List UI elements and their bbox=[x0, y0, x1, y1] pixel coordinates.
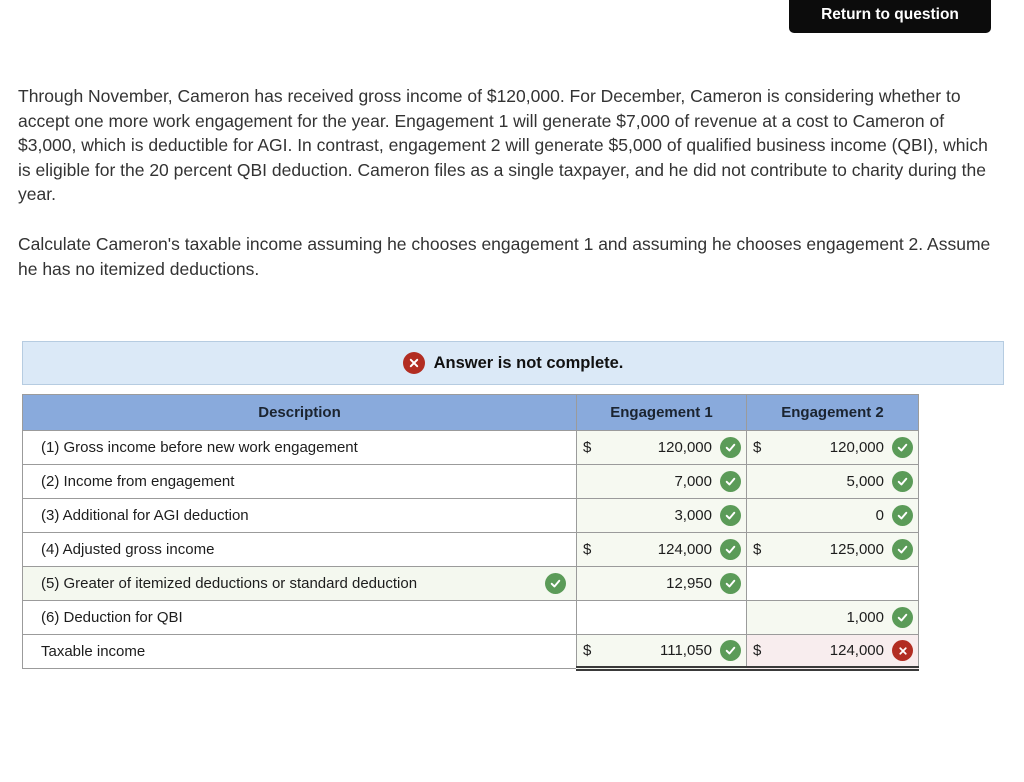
cell-value: 3,000 bbox=[674, 507, 712, 524]
engagement1-value-cell bbox=[577, 567, 747, 601]
engagement2-value-cell bbox=[747, 465, 919, 499]
cell-value: 120,000 bbox=[657, 439, 712, 456]
table-row bbox=[23, 499, 919, 533]
check-icon bbox=[720, 505, 741, 526]
check-icon bbox=[720, 539, 741, 560]
row-description: (4) Adjusted gross income bbox=[23, 533, 577, 567]
check-icon bbox=[720, 437, 741, 458]
engagement2-value-cell bbox=[747, 635, 919, 669]
row-description: (3) Additional for AGI deduction bbox=[23, 499, 577, 533]
column-header-engagement-1: Engagement 1 bbox=[577, 395, 747, 431]
x-circle-icon bbox=[403, 352, 425, 374]
row-description bbox=[23, 567, 577, 601]
check-icon bbox=[720, 471, 741, 492]
engagement1-value-cell bbox=[577, 601, 747, 635]
check-icon bbox=[892, 437, 913, 458]
cell-value: 111,050 bbox=[660, 642, 712, 659]
engagement1-value-cell bbox=[577, 635, 747, 669]
column-header-engagement-2: Engagement 2 bbox=[747, 395, 919, 431]
cell-value: 0 bbox=[875, 507, 884, 524]
check-icon bbox=[892, 607, 913, 628]
table-row bbox=[23, 431, 919, 465]
currency-symbol: $ bbox=[583, 642, 592, 659]
row-description: (2) Income from engagement bbox=[23, 465, 577, 499]
engagement2-value-cell bbox=[747, 601, 919, 635]
currency-symbol: $ bbox=[583, 541, 592, 558]
row-description: Taxable income bbox=[23, 635, 577, 669]
table-row bbox=[23, 465, 919, 499]
check-icon bbox=[545, 573, 566, 594]
cell-value: 124,000 bbox=[829, 642, 884, 659]
table-row bbox=[23, 533, 919, 567]
question-paragraph-2: Calculate Cameron's taxable income assuming he chooses engagement 1 and assuming he chooses engagement 2. Assume he has no itemized deductions. bbox=[18, 233, 991, 279]
answer-status-banner bbox=[22, 341, 1004, 385]
column-header-description: Description bbox=[23, 395, 577, 431]
engagement2-value-cell bbox=[747, 567, 919, 601]
cell-value: 124,000 bbox=[657, 541, 712, 558]
engagement1-value-cell bbox=[577, 431, 747, 465]
engagement2-value-cell bbox=[747, 533, 919, 567]
x-icon bbox=[892, 640, 913, 661]
check-icon bbox=[720, 640, 741, 661]
question-text bbox=[18, 84, 996, 281]
banner-text: Answer is not complete. bbox=[433, 353, 624, 372]
engagement2-value-cell bbox=[747, 431, 919, 465]
cell-value: 1,000 bbox=[846, 609, 884, 626]
check-icon bbox=[892, 539, 913, 560]
table-row-total bbox=[23, 635, 919, 669]
table-row bbox=[23, 567, 919, 601]
cell-value: 125,000 bbox=[829, 541, 884, 558]
table-row bbox=[23, 601, 919, 635]
engagement1-value-cell bbox=[577, 499, 747, 533]
row-description: (6) Deduction for QBI bbox=[23, 601, 577, 635]
cell-value: 120,000 bbox=[829, 439, 884, 456]
cell-value: 5,000 bbox=[846, 473, 884, 490]
currency-symbol: $ bbox=[753, 642, 762, 659]
engagement1-value-cell bbox=[577, 465, 747, 499]
cell-value: 12,950 bbox=[666, 575, 712, 592]
check-icon bbox=[892, 505, 913, 526]
currency-symbol: $ bbox=[753, 541, 762, 558]
return-to-question-button[interactable]: Return to question bbox=[789, 0, 991, 33]
table-header-row bbox=[23, 395, 919, 431]
currency-symbol: $ bbox=[583, 439, 592, 456]
row-description: (1) Gross income before new work engagement bbox=[23, 431, 577, 465]
engagement1-value-cell bbox=[577, 533, 747, 567]
question-paragraph-1: Through November, Cameron has received gross income of $120,000. For December, Cameron is considering whether to accept one more work engagement for the year. Engagement 1 will generate $7,000 of revenue at a cost to Cameron of $3,000, which is deductible for AGI. In contrast, engagement 2 will generate $5,000 of qualified business income (QBI), which is eligible for the 20 percent QBI deduction. Cameron files as a single taxpayer, and he did not contribute to charity during the year. bbox=[18, 86, 988, 205]
row-description-text: (5) Greater of itemized deductions or standard deduction bbox=[41, 575, 418, 592]
engagement2-value-cell bbox=[747, 499, 919, 533]
answer-table bbox=[22, 394, 919, 671]
check-icon bbox=[892, 471, 913, 492]
cell-value: 7,000 bbox=[674, 473, 712, 490]
currency-symbol: $ bbox=[753, 439, 762, 456]
check-icon bbox=[720, 573, 741, 594]
